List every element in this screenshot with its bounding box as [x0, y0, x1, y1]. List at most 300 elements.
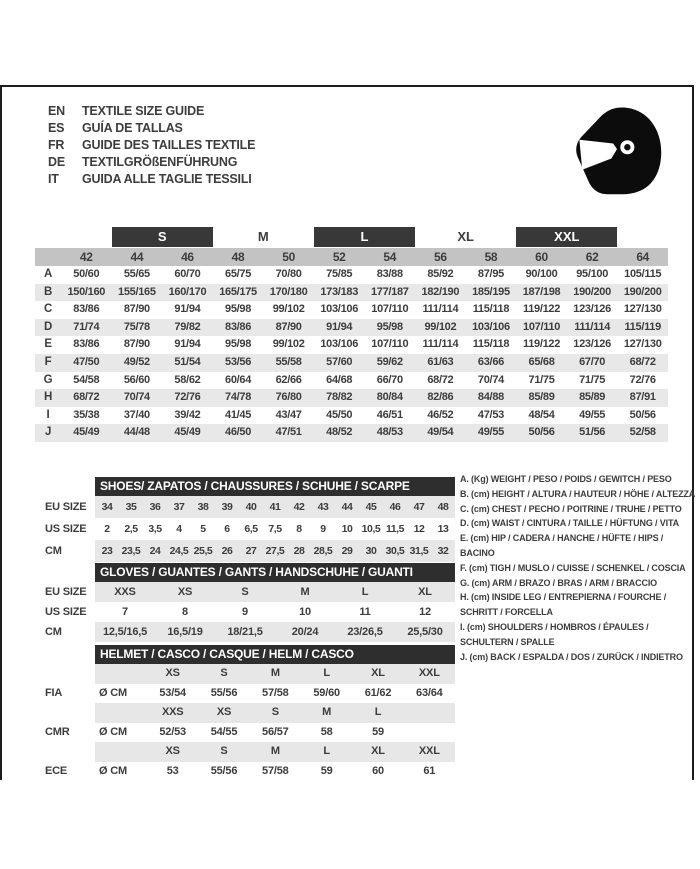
measurement-cell: 150/160	[67, 285, 106, 298]
language-row	[48, 171, 255, 188]
shoes-cm-cell: 23	[95, 540, 119, 562]
legend-item: H. (cm) INSIDE LEG / ENTREPIERNA / FOURCHE / SCHRITT / FORCELLA	[460, 592, 667, 618]
size-number-cell: 44	[130, 250, 144, 264]
shoes-eu-cell: 45	[359, 496, 383, 518]
measurement-cell: 50/56	[629, 408, 656, 421]
measurement-cell: 170/180	[269, 285, 308, 298]
shoes-table-grid	[95, 496, 455, 562]
shoes-cm-cell: 29	[335, 540, 359, 562]
measurement-cell: 160/170	[168, 285, 207, 298]
measurement-cell: 71/74	[73, 320, 100, 333]
language-title: GUIDA ALLE TAGLIE TESSILI	[82, 172, 252, 186]
language-title: TEXTILE SIZE GUIDE	[82, 104, 205, 118]
helmet-size-cell: M	[301, 703, 352, 723]
size-number-cell: 56	[433, 250, 447, 264]
gloves-cm-cell: 23/26,5	[335, 622, 395, 642]
size-number-cell: 42	[79, 250, 93, 264]
gloves-eu-cell: S	[215, 582, 275, 602]
measurement-cell: 82/86	[427, 391, 454, 404]
shoes-us-cell: 10	[341, 523, 353, 535]
measurement-cell: 182/190	[421, 285, 460, 298]
measurement-cell: 68/72	[73, 391, 100, 404]
measurement-cell: 91/94	[326, 320, 353, 333]
measurement-cell: 87/90	[275, 320, 302, 333]
legend-item: D. (cm) WAIST / CINTURA / TAILLE / HÜFTUNG / VITA	[460, 518, 679, 529]
measurement-cell: 47/51	[275, 426, 302, 439]
measurement-cell: 58/62	[174, 373, 201, 386]
gloves-cm-cell: 25,5/30	[395, 622, 455, 642]
language-header	[48, 103, 255, 188]
gloves-us-cell: 9	[242, 606, 248, 618]
measurement-cell: 60/70	[174, 268, 201, 280]
size-number-cell: 46	[181, 250, 194, 264]
measurement-cell: 75/78	[123, 320, 150, 333]
measurement-cell: 87/90	[123, 338, 150, 351]
shoes-row-label: CM	[45, 545, 62, 557]
row-letter: D	[43, 320, 52, 333]
measurement-cell: 84/88	[477, 391, 504, 404]
shoes-us-cell: 9	[320, 523, 326, 535]
textile-size-table	[35, 227, 668, 442]
helmet-value-cell: 61/62	[364, 686, 392, 699]
helmet-value-cell: 57/58	[262, 764, 289, 777]
row-letter: A	[43, 268, 52, 280]
measurement-cell: 91/94	[174, 338, 201, 351]
measurement-cell: 85/89	[528, 391, 555, 404]
shoes-eu-cell: 35	[119, 496, 143, 518]
language-code: EN	[48, 104, 65, 118]
helmet-size-cell: XXL	[404, 664, 455, 684]
corner-cell	[35, 248, 61, 266]
size-group-spacer	[617, 227, 668, 247]
shoes-cm-cell: 25,5	[191, 540, 215, 562]
gloves-eu-cell: L	[335, 582, 395, 602]
gloves-eu-cell: XXS	[95, 582, 155, 602]
gloves-row-label: CM	[45, 626, 62, 638]
gloves-us-cell: 7	[122, 606, 128, 618]
measurement-cell: 50/60	[73, 268, 100, 280]
measurement-cell: 95/98	[225, 303, 252, 316]
helmet-table-title: HELMET / CASCO / CASQUE / HELM / CASCO	[95, 645, 455, 664]
shoes-table-title: SHOES/ ZAPATOS / CHAUSSURES / SCHUHE / SCARPE	[95, 477, 455, 496]
shoes-us-cell: 4	[176, 523, 182, 535]
size-number-cell: 62	[585, 250, 599, 264]
shoes-eu-cell: 36	[143, 496, 167, 518]
measurement-cell: 127/130	[623, 338, 662, 351]
measurement-cell: 53/56	[225, 355, 252, 368]
legend-item: J. (cm) BACK / ESPALDA / DOS / ZURÜCK / INDIETRO	[460, 651, 683, 662]
measurement-cell: 87/95	[477, 268, 504, 280]
helmet-size-cell: M	[250, 742, 301, 762]
measurement-cell: 74/78	[225, 391, 252, 404]
measurement-cell: 187/198	[522, 285, 561, 298]
gloves-cm-cell: 16,5/19	[155, 622, 215, 642]
size-number-cell: 60	[535, 250, 548, 264]
language-row	[48, 103, 255, 120]
measurement-cell: 177/187	[370, 285, 409, 298]
gloves-label-spacer	[45, 563, 95, 582]
measurement-cell: 78/82	[326, 391, 353, 404]
shoes-us-cell: 3,5	[148, 523, 162, 535]
helmet-value-cell: 63/64	[416, 686, 443, 699]
gloves-us-cell: 11	[359, 606, 371, 618]
shoes-eu-cell: 38	[191, 496, 215, 518]
measurement-cell: 71/75	[528, 373, 555, 386]
measurement-cell: 95/98	[376, 320, 403, 333]
measurement-row-f	[35, 354, 668, 372]
helmet-standard-label: CMR	[45, 726, 70, 739]
measurement-cell: 115/118	[472, 303, 510, 316]
helmet-value-cell: 61	[423, 764, 436, 777]
measurement-cell: 87/91	[629, 391, 656, 404]
helmet-standard-label: ECE	[45, 765, 68, 778]
helmet-section	[45, 645, 455, 781]
size-group-s: S	[112, 227, 213, 247]
helmet-value-cell: 55/56	[210, 764, 238, 777]
shoes-row-label: US SIZE	[45, 523, 87, 535]
measurement-cell: 62/66	[275, 373, 302, 386]
measurement-cell: 79/82	[174, 320, 201, 333]
measurement-row-e	[35, 336, 668, 354]
gloves-cm-cell: 18/21,5	[215, 622, 275, 642]
shoes-eu-cell: 46	[383, 496, 407, 518]
measurement-cell: 123/126	[573, 303, 611, 316]
helmet-value-cell: 53/54	[159, 686, 186, 699]
legend-item: G. (cm) ARM / BRAZO / BRAS / ARM / BRACCIO	[460, 577, 658, 588]
language-title: TEXTILGRÖßENFÜHRUNG	[82, 155, 238, 169]
measurement-row-a	[35, 266, 668, 284]
row-letter: E	[44, 338, 52, 351]
measurement-cell: 107/110	[371, 338, 409, 351]
shoes-label-spacer	[45, 477, 95, 496]
shoes-eu-cell: 44	[335, 496, 359, 518]
legend-item: I. (cm) SHOULDERS / HOMBROS / ÉPAULES / SCHULTERN / SPALLE	[460, 621, 649, 647]
helmet-size-cell: XXL	[404, 742, 455, 762]
legend-item: A. (Kg) WEIGHT / PESO / POIDS / GEWITCH / PESO	[460, 474, 672, 484]
measurement-cell: 51/56	[579, 426, 606, 439]
helmet-size-cell: XS	[147, 664, 198, 684]
shoes-table	[95, 477, 455, 562]
measurement-cell: 155/165	[118, 285, 156, 298]
language-code: FR	[48, 138, 65, 152]
measurement-cell: 39/42	[174, 408, 201, 421]
legend-item: B. (cm) HEIGHT / ALTURA / HAUTEUR / HÖHE / ALTEZZA	[460, 488, 696, 499]
helmet-table-grid	[95, 664, 455, 781]
measurement-row-i	[35, 407, 668, 425]
measurement-cell: 119/122	[523, 303, 561, 316]
measurement-cell: 99/102	[424, 320, 457, 333]
measurement-cell: 105/115	[624, 268, 662, 280]
measurement-cell: 43/47	[275, 408, 302, 421]
measurement-cell: 48/52	[326, 426, 353, 439]
measurement-cell: 107/110	[371, 303, 409, 316]
gloves-us-cell: 10	[299, 606, 311, 618]
language-code: IT	[48, 172, 59, 186]
size-number-cell: 64	[636, 250, 650, 264]
row-letter: J	[44, 426, 52, 439]
shoes-us-cell: 2,5	[124, 523, 138, 535]
measurement-cell: 103/106	[320, 303, 359, 316]
helmet-size-cell	[404, 703, 455, 723]
legend-item: E. (cm) HIP / CADERA / HANCHE / HÜFTE / HIPS / BACINO	[460, 533, 664, 558]
measurement-cell: 46/51	[376, 408, 403, 421]
shoes-row-label: EU SIZE	[45, 501, 87, 513]
legend-item: C. (cm) CHEST / PECHO / POITRINE / TRUHE / PETTO	[460, 503, 682, 514]
size-number-row	[35, 248, 668, 266]
helmet-value-cell: 54/55	[210, 725, 238, 738]
helmet-unit-spacer	[95, 664, 147, 684]
shoes-cm-cell: 30	[359, 540, 383, 562]
measurement-cell: 83/88	[376, 268, 403, 280]
helmet-unit-cell: Ø CM	[99, 764, 127, 777]
measurement-cell: 103/106	[320, 338, 359, 351]
shoes-us-cell: 2	[104, 523, 110, 535]
measurement-cell: 72/76	[629, 373, 656, 386]
measurement-cell: 61/63	[427, 355, 454, 368]
measurement-cell: 190/200	[623, 285, 662, 298]
measurement-cell: 35/38	[73, 408, 100, 421]
size-group-spacer	[35, 227, 112, 247]
measurement-cell: 64/68	[326, 373, 353, 386]
row-letter: I	[46, 408, 50, 421]
measurement-cell: 67/70	[579, 355, 606, 368]
size-number-cell: 54	[383, 250, 397, 264]
size-group-row	[35, 227, 668, 248]
helmet-unit-spacer	[95, 742, 147, 762]
measurement-cell: 127/130	[623, 303, 662, 316]
measurement-cell: 99/102	[272, 338, 305, 351]
gloves-eu-cell: XL	[395, 582, 455, 602]
size-number-cell: 48	[231, 250, 245, 264]
helmet-size-cell: XL	[352, 742, 403, 762]
helmet-size-cell: XS	[198, 703, 249, 723]
measurement-cell: 49/55	[579, 408, 606, 421]
language-row	[48, 154, 255, 171]
measurement-row-c	[35, 301, 668, 319]
shoes-cm-cell: 24	[143, 540, 167, 562]
gloves-table-title: GLOVES / GUANTES / GANTS / HANDSCHUHE / GUANTI	[95, 563, 455, 582]
helmet-size-cell: M	[250, 664, 301, 684]
measurement-cell: 55/65	[123, 268, 150, 280]
measurement-cell: 115/118	[472, 338, 510, 351]
measurement-cell: 173/183	[320, 285, 359, 298]
measurement-cell: 41/45	[225, 408, 252, 421]
helmet-label-spacer	[45, 664, 95, 684]
measurement-cell: 70/80	[275, 268, 302, 280]
gloves-table-grid	[95, 582, 455, 642]
size-group-xl: XL	[457, 229, 474, 244]
helmet-table	[95, 645, 455, 781]
helmet-value-cell: 59	[320, 764, 333, 777]
measurement-cell: 71/75	[579, 373, 606, 386]
shoes-us-cell: 7,5	[268, 523, 282, 535]
helmet-value-cell: 59	[372, 725, 384, 738]
size-number-cell: 58	[484, 250, 498, 264]
measurement-cell: 70/74	[477, 373, 504, 386]
helmet-label-spacer	[45, 703, 95, 723]
measurement-legend	[460, 472, 697, 664]
shoes-us-cell: 12	[413, 523, 425, 535]
gloves-cm-cell: 12,5/16,5	[95, 622, 155, 642]
measurement-cell: 80/84	[376, 391, 403, 404]
language-row	[48, 137, 255, 154]
measurement-row-j	[35, 424, 668, 442]
measurement-cell: 83/86	[73, 338, 100, 351]
measurement-cell: 83/86	[73, 303, 100, 316]
measurement-cell: 165/175	[219, 285, 257, 298]
measurement-cell: 66/70	[376, 373, 403, 386]
shoes-us-cell: 8	[296, 523, 302, 535]
language-title: GUIDE DES TAILLES TEXTILE	[82, 138, 256, 152]
shoes-cm-cell: 27,5	[263, 540, 287, 562]
legend-item: F. (cm) TIGH / MUSLO / CUISSE / SCHENKEL / COSCIA	[460, 562, 686, 573]
shoes-cm-cell: 28	[287, 540, 311, 562]
helmet-size-cell: S	[250, 703, 301, 723]
shoes-us-cell: 13	[437, 523, 449, 535]
measurement-cell: 48/53	[376, 426, 403, 439]
shoes-eu-cell: 40	[239, 496, 263, 518]
shoes-cm-cell: 27	[239, 540, 263, 562]
helmet-value-cell	[404, 723, 455, 743]
helmet-label-spacer	[45, 645, 95, 664]
helmet-size-cell: L	[352, 703, 403, 723]
shoes-eu-cell: 42	[287, 496, 311, 518]
measurement-cell: 111/114	[574, 320, 611, 333]
measurement-cell: 45/49	[174, 426, 201, 439]
size-group-l: L	[314, 227, 415, 247]
measurement-cell: 37/40	[123, 408, 150, 421]
helmet-value-cell: 60	[372, 764, 384, 777]
measurement-cell: 46/52	[427, 408, 454, 421]
measurement-cell: 57/60	[326, 355, 353, 368]
shoes-eu-cell: 34	[95, 496, 119, 518]
helmet-unit-cell: Ø CM	[99, 725, 127, 738]
measurement-cell: 55/58	[275, 355, 302, 368]
helmet-value-cell: 59/60	[313, 686, 340, 699]
gloves-section	[45, 563, 455, 642]
measurement-cell: 68/72	[629, 355, 656, 368]
gloves-us-cell: 12	[419, 606, 431, 618]
measurement-cell: 72/76	[174, 391, 201, 404]
measurement-row-g	[35, 372, 668, 390]
helmet-unit-spacer	[95, 703, 147, 723]
shoes-cm-cell: 28,5	[311, 540, 335, 562]
shoes-eu-cell: 47	[407, 496, 431, 518]
shoes-cm-cell: 31,5	[407, 540, 431, 562]
language-row	[48, 120, 255, 137]
measurement-cell: 46/50	[225, 426, 252, 439]
measurement-cell: 119/122	[523, 338, 561, 351]
helmet-size-cell: L	[301, 742, 352, 762]
measurement-cell: 87/90	[123, 303, 150, 316]
measurement-cell: 47/50	[73, 355, 100, 368]
size-number-cell: 52	[332, 250, 346, 264]
measurement-cell: 76/80	[275, 391, 302, 404]
row-letter: H	[43, 391, 52, 404]
row-letter: F	[44, 355, 52, 368]
measurement-cell: 51/54	[174, 355, 201, 368]
measurement-cell: 91/94	[174, 303, 201, 316]
gloves-us-cell: 8	[182, 606, 188, 618]
measurement-cell: 123/126	[573, 338, 611, 351]
measurement-cell: 95/98	[225, 338, 252, 351]
helmet-size-cell: S	[198, 664, 249, 684]
measurement-cell: 190/200	[573, 285, 611, 298]
helmet-value-cell: 58	[320, 725, 333, 738]
size-group-m: M	[257, 229, 269, 244]
helmet-icon	[570, 104, 664, 198]
measurement-cell: 115/119	[624, 320, 661, 333]
shoes-section	[45, 477, 455, 562]
measurement-cell: 99/102	[272, 303, 305, 316]
helmet-size-cell: XXS	[147, 703, 198, 723]
measurement-cell: 63/66	[477, 355, 504, 368]
measurement-cell: 83/86	[225, 320, 252, 333]
helmet-size-cell: XL	[352, 664, 403, 684]
shoes-us-cell: 11,5	[385, 523, 405, 535]
row-letter: G	[43, 373, 53, 386]
measurement-cell: 85/92	[427, 268, 454, 280]
gloves-table	[95, 563, 455, 642]
shoes-us-cell: 6	[224, 523, 230, 535]
shoes-eu-cell: 39	[215, 496, 239, 518]
measurement-cell: 65/75	[225, 268, 252, 280]
helmet-value-cell: 56/57	[262, 725, 289, 738]
measurement-cell: 47/53	[477, 408, 504, 421]
measurement-cell: 60/64	[225, 373, 252, 386]
measurement-cell: 75/85	[326, 268, 353, 280]
measurement-cell: 50/56	[528, 426, 555, 439]
measurement-cell: 95/100	[576, 268, 609, 280]
gloves-row-label: US SIZE	[45, 606, 87, 618]
measurement-cell: 52/58	[629, 426, 656, 439]
measurement-row-b	[35, 284, 668, 302]
size-group-xxl: XXL	[516, 227, 617, 247]
measurement-cell: 49/54	[427, 426, 454, 439]
language-code: ES	[48, 121, 65, 135]
measurement-cell: 111/114	[422, 303, 459, 316]
shoes-cm-cell: 30,5	[383, 540, 407, 562]
measurement-row-h	[35, 389, 668, 407]
shoes-cm-cell: 26	[215, 540, 239, 562]
measurement-cell: 48/54	[528, 408, 555, 421]
shoes-eu-cell: 48	[431, 496, 455, 518]
shoes-us-cell: 10,5	[361, 523, 381, 535]
helmet-unit-cell: Ø CM	[99, 686, 127, 699]
shoes-us-cell: 6,5	[244, 523, 258, 535]
row-letter: C	[43, 303, 52, 316]
gloves-eu-cell: XS	[155, 582, 215, 602]
shoes-cm-cell: 23,5	[119, 540, 143, 562]
measurement-cell: 49/55	[477, 426, 504, 439]
helmet-standard-labels	[45, 645, 95, 781]
language-code: DE	[48, 155, 65, 169]
measurement-cell: 85/89	[579, 391, 606, 404]
helmet-value-cell: 53	[166, 764, 179, 777]
helmet-standard-label: FIA	[45, 687, 63, 700]
measurement-cell: 49/52	[123, 355, 150, 368]
helmet-value-cell: 55/56	[210, 686, 238, 699]
measurement-cell: 44/48	[123, 426, 150, 439]
measurement-row-d	[35, 319, 668, 337]
measurement-cell: 68/72	[427, 373, 454, 386]
gloves-row-labels	[45, 563, 95, 642]
measurement-cell: 70/74	[123, 391, 150, 404]
shoes-eu-cell: 43	[311, 496, 335, 518]
measurement-cell: 65/68	[528, 355, 555, 368]
gloves-eu-cell: M	[275, 582, 335, 602]
measurement-cell: 45/50	[326, 408, 353, 421]
